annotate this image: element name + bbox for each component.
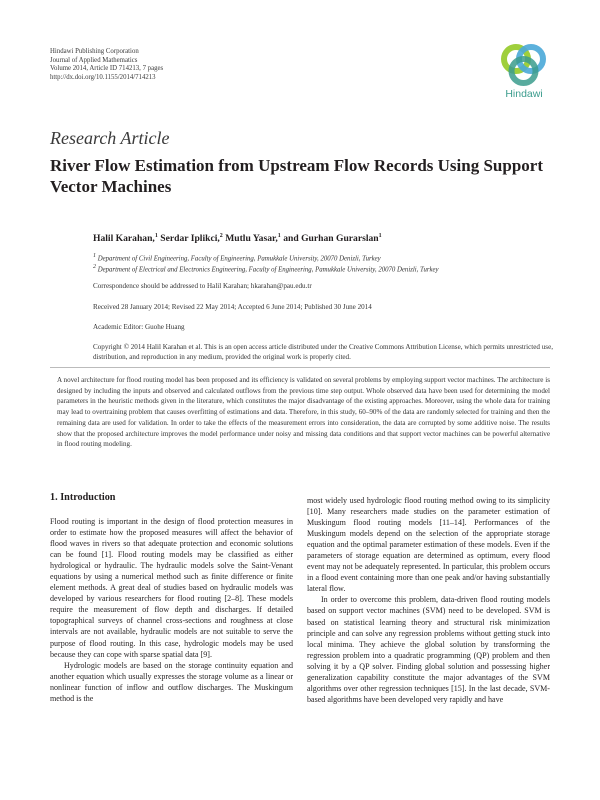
author-name: and Gurhan Gurarslan	[283, 233, 379, 245]
body-column-left	[50, 516, 293, 704]
affiliation-number: 2	[93, 264, 96, 270]
volume-info: Volume 2014, Article ID 714213, 7 pages	[50, 65, 164, 73]
body-paragraph: In order to overcome this problem, data-driven flood routing models based on support vector machines (SVM) need to be developed. SVM is based on statistical learning theory and structural risk minimization principle and can solve any regression problems without getting stuck into local minima. They achieve the global solution by transforming the regression problem into a quadratic programming (QP) problem and then solving it by a QP solver. Finding global solution and possessing higher generalization capability constitute the major advantages of the SVM algorithms over other regression techniques [15]. In the last decade, SVM-based algorithms have been developed very rapidly and have	[307, 595, 550, 704]
correspondence: Correspondence should be addressed to Halil Karahan; hkarahan@pau.edu.tr	[93, 282, 312, 290]
article-type: Research Article	[50, 128, 170, 148]
affiliation-text: Department of Electrical and Electronics Engineering, Faculty of Engineering, Pamukkale University, 20070 Denizli, Turkey	[97, 266, 439, 274]
affiliation-number: 1	[93, 253, 96, 259]
doi-link[interactable]: http://dx.doi.org/10.1155/2014/714213	[50, 73, 156, 81]
affiliation-text: Department of Civil Engineering, Faculty of Engineering, Pamukkale University, 20070 Denizli, Turkey	[97, 255, 381, 263]
author-name: Serdar Iplikci,	[160, 233, 220, 245]
hindawi-wordmark: Hindawi	[505, 88, 543, 100]
body-paragraph: Hydrologic models are based on the storage continuity equation and another equation which usually expresses the storage volume as a linear or nonlinear function of inflow and outflow discharges. The Muskingum method is the	[50, 660, 293, 703]
body-paragraph: most widely used hydrologic flood routing method owing to its simplicity [10]. Many researchers made studies on the parameter estimation of Muskingum flood routing models [11–14]. Performances of the Muskingum models depend on the selection of the appropriate storage equation and the optimal parameter estimation of these models. Even if the parameters of storage equation are determined as optimum, every flood event may not be adequately represented. In particular, this problem occurs in a flood event containing more than one peak and/or having substantially lateral flow.	[307, 496, 550, 594]
journal-name: Journal of Applied Mathematics	[50, 56, 138, 64]
abstract-divider	[50, 367, 550, 368]
author-affiliation-mark: 2	[219, 233, 223, 239]
paper-title: River Flow Estimation from Upstream Flow Records Using Support Vector Machines	[50, 156, 543, 196]
hindawi-logo	[496, 44, 552, 106]
body-paragraph: Flood routing is important in the design of flood protection measures in order to estimate how the proposed measures will affect the behavior of flood waves in rivers so that adequate protection and economic solutions can be found [1]. Flood routing models may be classified as either hydrological or hydraulic. The hydraulic models solve the Saint-Venant equations by using a numerical method such as finite difference or finite element methods. A great deal of studies based on hydraulic models was developed by various researchers for flood routing [2–8]. These models require the measurement of flow depth and discharges. If detailed topographical surveys of channel cross-sections and roughness at close intervals are not available, hydraulic models are not suitable to serve the purpose of flood routing. In this case, hydrologic models may be used because they can cope with sparse spatial data [9].	[50, 517, 293, 659]
author-affiliation-mark: 1	[378, 233, 382, 239]
journal-info	[50, 48, 163, 82]
affiliation	[93, 264, 439, 273]
body-column-right	[307, 495, 550, 705]
author-name: Halil Karahan,	[93, 233, 155, 245]
academic-editor: Academic Editor: Guohe Huang	[93, 323, 185, 331]
hindawi-logo-icon	[496, 44, 552, 88]
publisher-name: Hindawi Publishing Corporation	[50, 48, 139, 55]
affiliation	[93, 253, 381, 262]
author-affiliation-mark: 1	[154, 233, 158, 239]
author-affiliation-mark: 1	[277, 233, 281, 239]
copyright-notice: Copyright © 2014 Halil Karahan et al. This is an open access article distributed under the Creative Commons Attribution License, which permits unrestricted use, distribution, and reproduction in any medium, provided the original work is properly cited.	[93, 343, 553, 362]
author-name: Mutlu Yasar,	[225, 233, 278, 245]
section-heading: 1. Introduction	[50, 492, 116, 503]
author-list	[93, 233, 382, 244]
publication-dates: Received 28 January 2014; Revised 22 May 2014; Accepted 6 June 2014; Published 30 June 2014	[93, 303, 372, 311]
abstract: A novel architecture for flood routing model has been proposed and its efficiency is validated on several problems by employing support vector machines. The architecture is designed by including the inputs and observed and calculated outflows from the previous time step output. Whole observed data have been used for determining the model parameters in the heuristic methods given in the literature, which constitutes the major disadvantage of the existing approaches. Moreover, using the whole data for training may lead to overtraining problem that causes overfitting of estimations and data. Therefore, in this study, 60–90% of the data are randomly selected for training and then the remaining data are used for validation. In order to take the effects of the measurement errors into consideration, the data are corrupted by some additive noise. The results show that the proposed architecture improves the model performance under noisy and missing data conditions and that support vector machines can be powerful alternative in flood routing modeling.	[57, 376, 550, 449]
